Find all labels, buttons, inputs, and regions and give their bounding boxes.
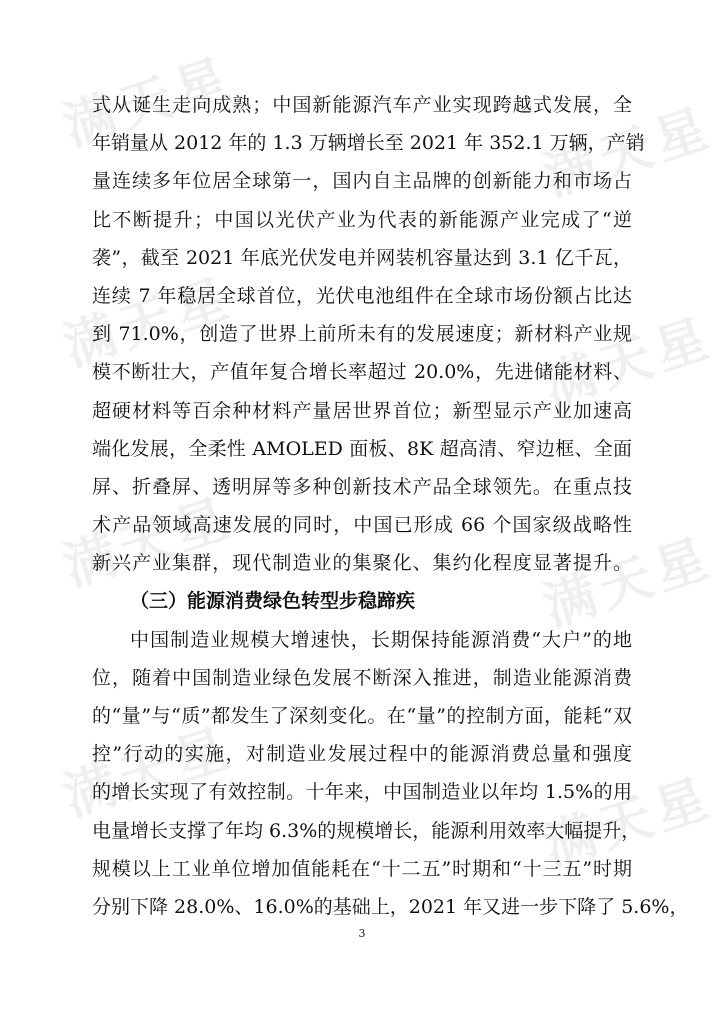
text-line: 屏、折叠屏、透明屏等多种创新技术产品全球领先。在重点技	[92, 475, 632, 498]
watermark-text: 满天星	[56, 267, 241, 379]
text-line: 比不断提升；中国以光伏产业为代表的新能源产业完成了“逆	[92, 208, 632, 231]
text-line: 中国制造业规模大增速快，长期保持能源消费“大户”的地	[130, 628, 632, 651]
text-line: 位，随着中国制造业绿色发展不断深入推进，制造业能源消费	[92, 666, 632, 689]
text-line: 模不断壮大，产值年复合增长率超过 20.0%，先进储能材料、	[92, 361, 632, 384]
text-line: 的增长实现了有效控制。十年来，中国制造业以年均 1.5%的用	[92, 781, 632, 804]
watermark-text: 满天星	[56, 717, 241, 829]
text-line: 的“量”与“质”都发生了深刻变化。在“量”的控制方面，能耗“双	[92, 705, 632, 727]
text-line: 端化发展，全柔性 AMOLED 面板、8K 超高清、窄边框、全面	[92, 437, 632, 460]
text-line: 控”行动的实施，对制造业发展过程中的能源消费总量和强度	[92, 743, 632, 766]
paragraph-new-industries	[92, 86, 645, 582]
text-line: 新兴产业集群，现代制造业的集聚化、集约化程度显著提升。	[92, 552, 632, 575]
text-line: 年销量从 2012 年的 1.3 万辆增长至 2021 年 352.1 万辆，产销	[92, 132, 645, 155]
document-body	[92, 86, 689, 926]
text-line: 超硬材料等百余种材料产量居世界首位；新型显示产业加速高	[92, 399, 632, 422]
text-line: 连续 7 年稳居全球首位，光伏电池组件在全球市场份额占比达	[92, 284, 632, 307]
watermark-text: 满天星	[56, 47, 241, 159]
watermark-text: 满天星	[536, 767, 721, 879]
watermark-text: 满天星	[536, 307, 721, 419]
text-line: 术产品领域高速发展的同时，中国已形成 66 个国家级战略性	[92, 514, 632, 537]
watermark-text: 满天星	[536, 527, 721, 639]
text-line: 式从诞生走向成熟；中国新能源汽车产业实现跨越式发展，全	[92, 94, 632, 116]
text-line: 规模以上工业单位增加值能耗在“十二五”时期和“十三五”时期	[92, 857, 632, 880]
text-line: 分别下降 28.0%、16.0%的基础上，2021 年又进一步下降了 5.6%，	[92, 895, 689, 918]
page-number: 3	[358, 927, 366, 940]
paragraph-energy-consumption	[92, 621, 689, 927]
text-line: 袭”，截至 2021 年底光伏发电并网装机容量达到 3.1 亿千瓦，	[92, 246, 632, 269]
watermark-text: 满天星	[56, 487, 241, 599]
text-line: 量连续多年位居全球第一，国内自主品牌的创新能力和市场占	[92, 170, 632, 193]
watermark-text: 满天星	[536, 97, 721, 209]
text-line: 电量增长支撑了年均 6.3%的规模增长，能源利用效率大幅提升，	[92, 819, 641, 842]
text-line: 到 71.0%，创造了世界上前所未有的发展速度；新材料产业规	[92, 323, 632, 346]
section-heading: （三）能源消费绿色转型步稳蹄疾	[130, 590, 416, 613]
